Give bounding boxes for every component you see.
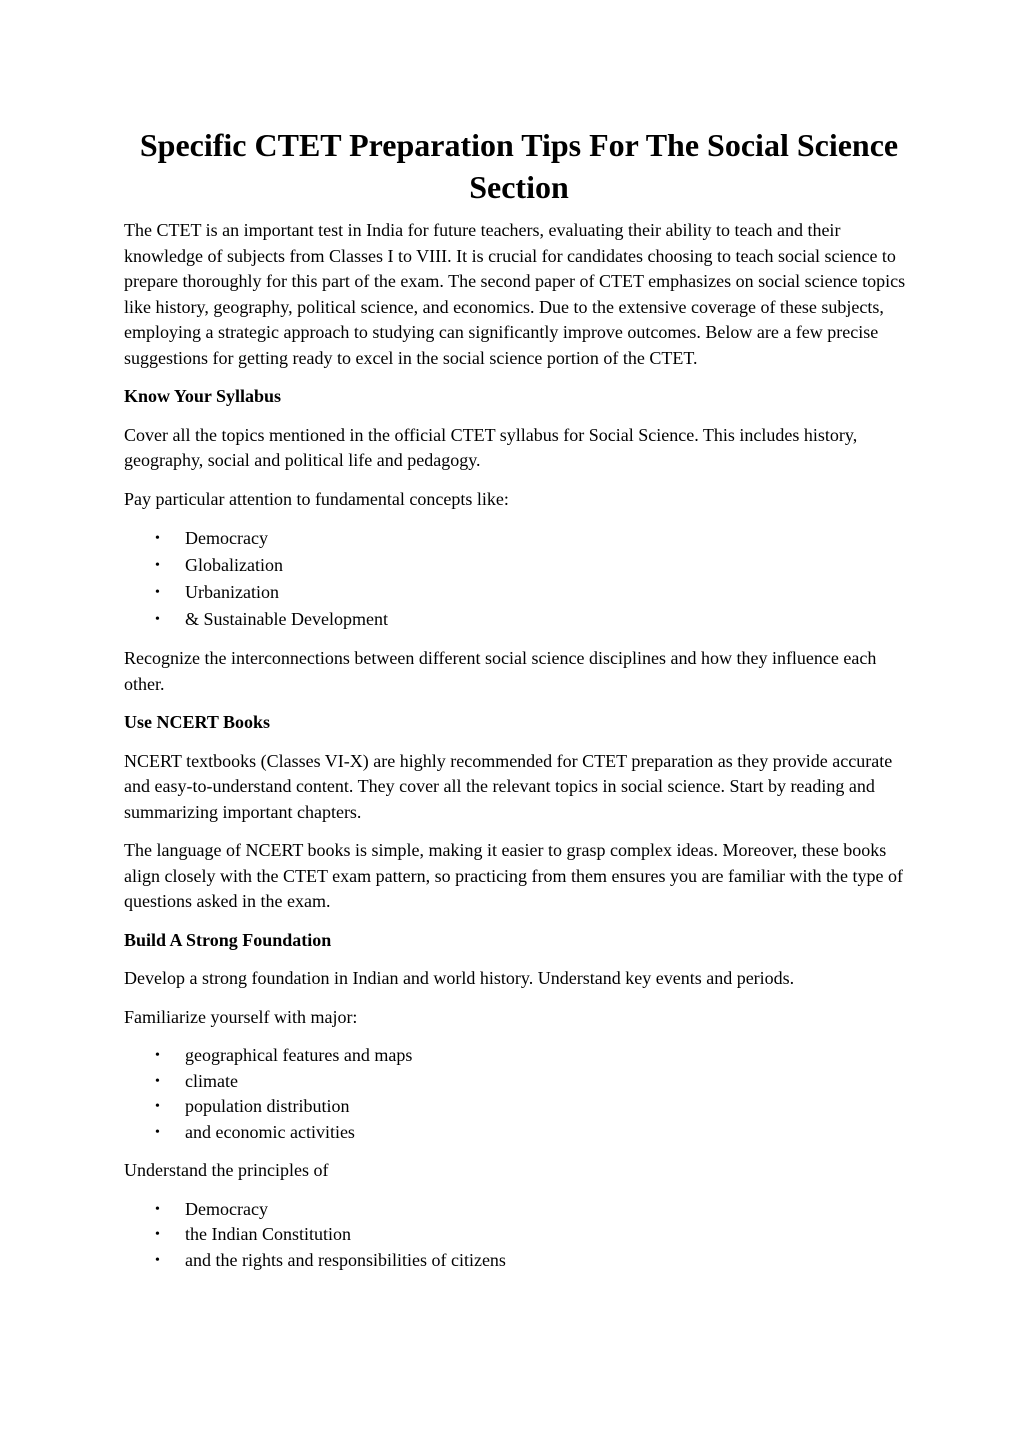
intro-paragraph: The CTET is an important test in India for future teachers, evaluating their ability to teach and their knowledge of subjects from Classes I to VIII. It is crucial for candidates choosing to teach social science to prepare thoroughly for this part of the exam. The second paper of CTET emphasizes on social science topics like history, geography, political science, and economics. Due to the extensive coverage of these subjects, employing a strategic approach to studying can significantly improve outcomes. Below are a few precise suggestions for getting ready to excel in the social science portion of the CTET. <box>124 220 906 368</box>
bullet-icon: • <box>155 531 160 546</box>
principles-list <box>124 1197 914 1274</box>
section-heading-foundation: Build A Strong Foundation <box>124 929 332 950</box>
geography-list <box>124 1043 914 1145</box>
section-heading-syllabus: Know Your Syllabus <box>124 386 282 406</box>
list-item: • and the rights and responsibilities of citizens <box>124 1248 914 1274</box>
foundation-paragraph-3: Understand the principles of <box>124 1160 329 1181</box>
syllabus-paragraph-1: Cover all the topics mentioned in the official CTET syllabus for Social Science. This includes history, geography, social and political life and pedagogy. <box>124 424 858 470</box>
list-item: • Democracy <box>124 1197 914 1223</box>
list-item: • geographical features and maps <box>124 1043 914 1069</box>
syllabus-paragraph-3: Recognize the interconnections between different social science disciplines and how they influence each other. <box>124 648 877 694</box>
ncert-paragraph-1: NCERT textbooks (Classes VI-X) are highly recommended for CTET preparation as they provide accurate and easy-to-understand content. They cover all the relevant topics in social science. Start by reading and summarizing important chapters. <box>124 750 893 822</box>
list-item: • climate <box>124 1069 914 1095</box>
bullet-icon: • <box>155 1073 160 1089</box>
section-heading-ncert: Use NCERT Books <box>124 712 271 732</box>
ncert-paragraph-2: The language of NCERT books is simple, making it easier to grasp complex ideas. Moreover, these books align closely with the CTET exam pattern, so practicing from them ensures you are familiar with the type of questions asked in the exam. <box>124 840 903 911</box>
bullet-icon: • <box>155 585 160 600</box>
bullet-icon: • <box>155 1048 160 1063</box>
document-page <box>124 124 914 1287</box>
bullet-icon: • <box>155 558 160 573</box>
list-item: • population distribution <box>124 1094 914 1120</box>
syllabus-paragraph-2: Pay particular attention to fundamental concepts like: <box>124 488 509 509</box>
bullet-icon: • <box>155 1253 160 1269</box>
concepts-list <box>124 525 914 633</box>
foundation-paragraph-2: Familiarize yourself with major: <box>124 1006 358 1027</box>
list-item: • and economic activities <box>124 1120 914 1146</box>
list-item: • Urbanization <box>124 579 914 606</box>
bullet-icon: • <box>155 1124 160 1140</box>
bullet-icon: • <box>155 1099 160 1115</box>
list-item: • Democracy <box>124 525 914 552</box>
list-item: • the Indian Constitution <box>124 1222 914 1248</box>
bullet-icon: • <box>155 612 160 627</box>
bullet-icon: • <box>155 1201 160 1217</box>
bullet-icon: • <box>155 1227 160 1243</box>
page-title: Specific CTET Preparation Tips For The Social Science Section <box>139 127 899 205</box>
list-item: • Globalization <box>124 552 914 579</box>
foundation-paragraph-1: Develop a strong foundation in Indian and world history. Understand key events and periods. <box>124 968 795 988</box>
list-item: • & Sustainable Development <box>124 606 914 633</box>
